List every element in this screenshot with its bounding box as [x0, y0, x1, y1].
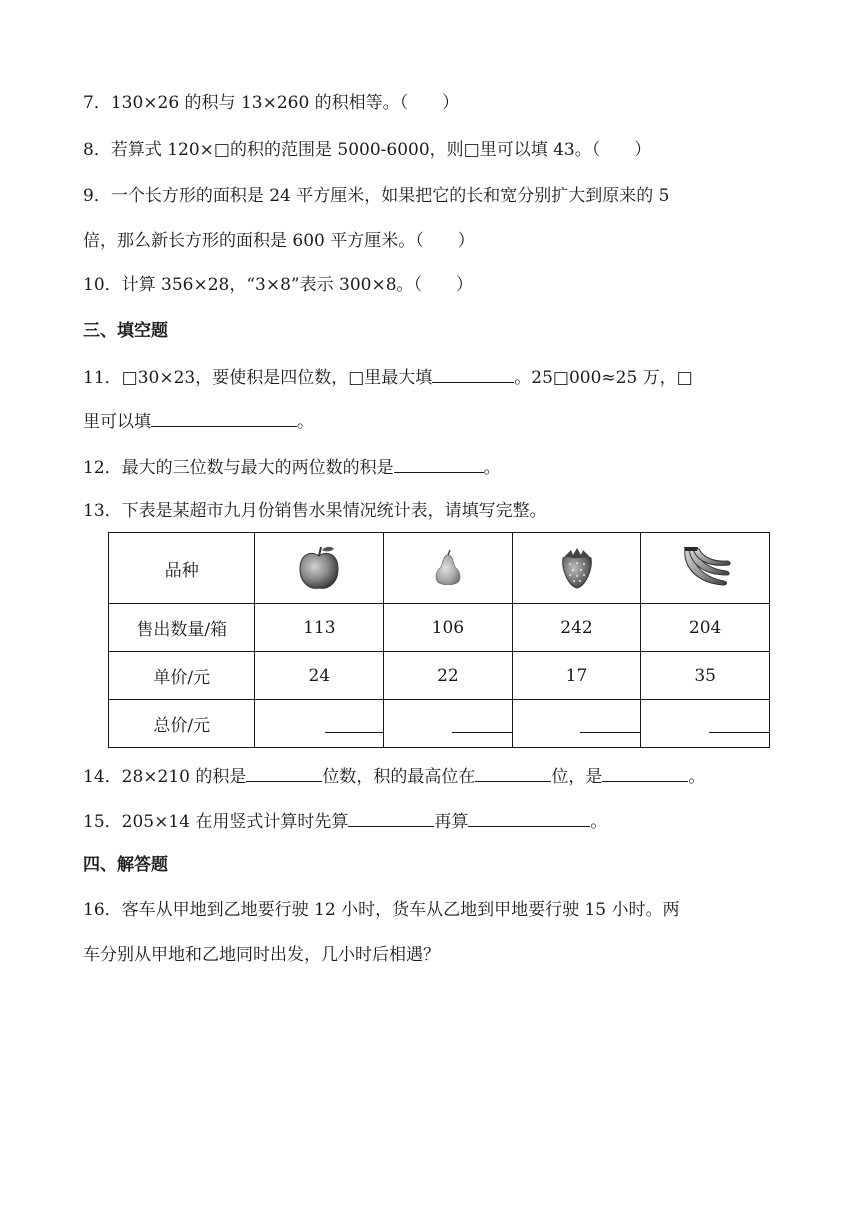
answer-blank[interactable] [432, 364, 514, 383]
question-11-text-d: 。 [297, 412, 314, 432]
row-label-variety: 品种 [109, 533, 255, 604]
question-9-line-1: 9．一个长方形的面积是 24 平方厘米，如果把它的长和宽分别扩大到原来的 5 [83, 186, 670, 206]
question-13: 13．下表是某超市九月份销售水果情况统计表，请填写完整。 [83, 501, 547, 521]
question-15 [83, 808, 607, 834]
total-pear-blank[interactable] [384, 700, 513, 748]
apple-icon [255, 533, 384, 604]
question-11-line-2 [83, 408, 314, 434]
question-12 [83, 454, 501, 480]
question-14-text-d: 。 [688, 767, 706, 787]
question-8: 8．若算式 120×□的积的范围是 5000-6000，则□里可以填 43。（ ） [83, 140, 652, 160]
question-14-text-c: 位，是 [551, 767, 603, 787]
answer-blank[interactable] [151, 408, 297, 427]
question-11-text-b: 。25□000≈25 万，□ [514, 368, 693, 388]
answer-blank[interactable] [348, 808, 434, 827]
section-heading-fill-in: 三、填空题 [83, 321, 168, 341]
table-row [109, 604, 770, 652]
table-row [109, 533, 770, 604]
quantity-banana: 204 [641, 604, 770, 652]
total-apple-blank[interactable] [255, 700, 384, 748]
question-14 [83, 763, 705, 789]
table-row [109, 652, 770, 700]
quantity-strawberry: 242 [512, 604, 641, 652]
answer-blank[interactable] [246, 763, 322, 782]
strawberry-icon [512, 533, 641, 604]
answer-blank[interactable] [475, 763, 551, 782]
question-14-text-a: 14．28×210 的积是 [83, 767, 247, 787]
question-16-line-1: 16．客车从甲地到乙地要行驶 12 小时，货车从乙地到甲地要行驶 15 小时。两 [83, 900, 680, 920]
question-10: 10．计算 356×28，“3×8”表示 300×8。（ ） [83, 275, 474, 295]
answer-blank[interactable] [468, 808, 590, 827]
answer-blank[interactable] [602, 763, 688, 782]
fruit-sales-table [108, 532, 770, 748]
table-row [109, 700, 770, 748]
question-11-text-c: 里可以填 [83, 412, 151, 432]
price-pear: 22 [384, 652, 513, 700]
question-11-line-1 [83, 364, 693, 390]
answer-blank[interactable] [394, 454, 484, 473]
row-label-unit-price: 单价/元 [109, 652, 255, 700]
price-banana: 35 [641, 652, 770, 700]
price-strawberry: 17 [512, 652, 641, 700]
question-16-line-2: 车分别从甲地和乙地同时出发，几小时后相遇？ [83, 945, 440, 965]
question-7: 7．130×26 的积与 13×260 的积相等。（ ） [83, 93, 460, 113]
question-12-text-a: 12．最大的三位数与最大的两位数的积是 [83, 458, 394, 478]
total-strawberry-blank[interactable] [512, 700, 641, 748]
price-apple: 24 [255, 652, 384, 700]
total-banana-blank[interactable] [641, 700, 770, 748]
question-15-text-c: 。 [590, 812, 608, 832]
question-11-text-a: 11．□30×23，要使积是四位数，□里最大填 [83, 368, 433, 388]
quantity-pear: 106 [384, 604, 513, 652]
question-15-text-a: 15．205×14 在用竖式计算时先算 [83, 812, 349, 832]
question-12-text-b: 。 [483, 458, 501, 478]
row-label-total-price: 总价/元 [109, 700, 255, 748]
row-label-quantity: 售出数量/箱 [109, 604, 255, 652]
quantity-apple: 113 [255, 604, 384, 652]
question-14-text-b: 位数，积的最高位在 [322, 767, 476, 787]
pear-icon [384, 533, 513, 604]
section-heading-answer: 四、解答题 [83, 855, 168, 875]
question-9-line-2: 倍，那么新长方形的面积是 600 平方厘米。（ ） [83, 231, 475, 251]
banana-icon [641, 533, 770, 604]
question-15-text-b: 再算 [434, 812, 469, 832]
